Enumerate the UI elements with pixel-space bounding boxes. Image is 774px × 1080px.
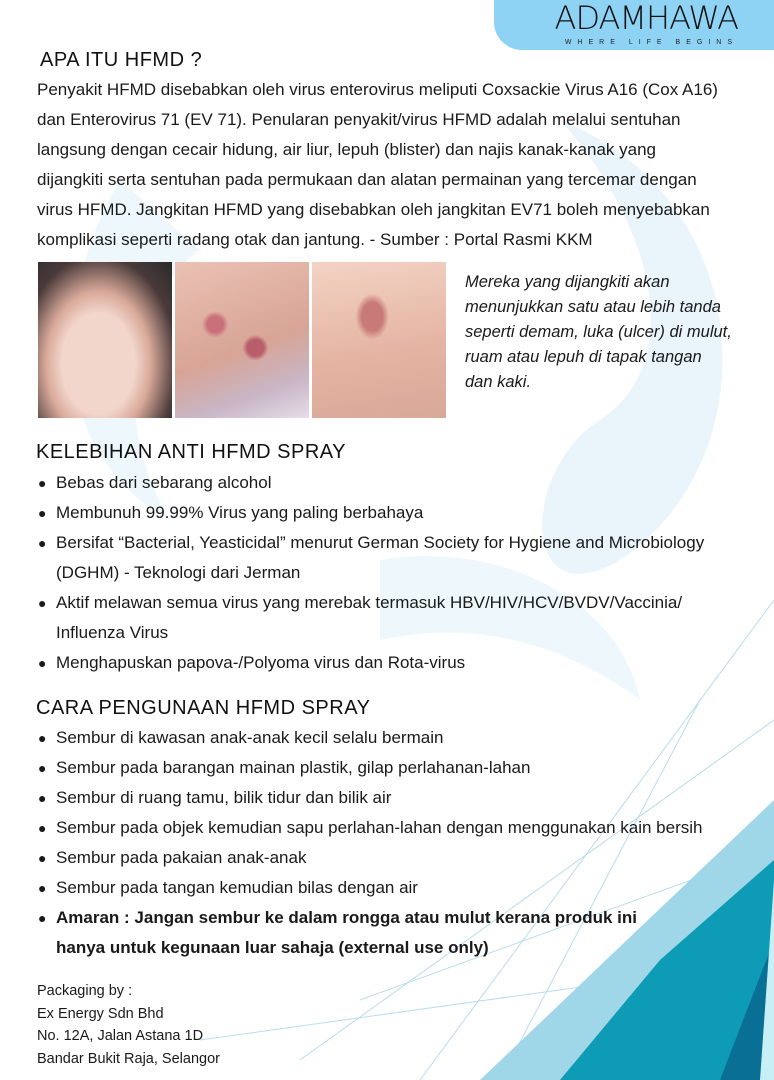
photo-skin-rash (175, 262, 309, 418)
bullet-icon: ● (38, 850, 47, 866)
usage-list (38, 723, 702, 963)
bullet-icon: ● (38, 535, 47, 551)
list-item-text: Menghapuskan papova-/Polyoma virus dan Rota-virus (56, 653, 466, 672)
bullet-icon: ● (38, 655, 47, 671)
text-line: virus HFMD. Jangkitan HFMD yang disebabkan oleh jangkitan EV71 boleh menyebabkan (37, 200, 710, 219)
section-title-what-is-hfmd: APA ITU HFMD ? (40, 49, 203, 71)
list-item (38, 753, 702, 783)
section-title-benefits: KELEBIHAN ANTI HFMD SPRAY (36, 441, 346, 463)
list-item-text: Sembur pada tangan kemudian bilas dengan air (56, 878, 418, 897)
text-line: Mereka yang dijangkiti akan (465, 273, 670, 291)
photo-mouth-ulcer (312, 262, 446, 418)
packaging-label: Packaging by : (37, 983, 133, 999)
benefits-list (38, 468, 704, 678)
list-item (38, 783, 702, 813)
text-line: langsung dengan cecair hidung, air liur, lepuh (blister) dan najis kanak-kanak yang (37, 140, 656, 159)
list-item (38, 648, 704, 678)
text-line: menunjukkan satu atau lebih tanda (465, 298, 721, 316)
bullet-icon: ● (38, 730, 47, 746)
list-item-text: Membunuh 99.99% Virus yang paling berbahaya (56, 503, 424, 522)
list-item (38, 723, 702, 753)
bullet-icon: ● (38, 790, 47, 806)
list-item-text: Sembur di ruang tamu, bilik tidur dan bilik air (56, 788, 392, 807)
list-item (38, 873, 702, 903)
list-item (38, 498, 704, 528)
text-line: ruam atau lepuh di tapak tangan (465, 348, 702, 366)
list-item (38, 528, 704, 588)
bullet-icon: ● (38, 880, 47, 896)
bullet-icon: ● (38, 910, 47, 926)
text-line: Penyakit HFMD disebabkan oleh virus enterovirus meliputi Coxsackie Virus A16 (Cox A16) (37, 80, 718, 99)
bullet-icon: ● (38, 595, 47, 611)
brand-tagline: WHERE LIFE BEGINS (564, 39, 738, 46)
list-item-text: Influenza Virus (56, 623, 169, 642)
list-item-text: Bersifat “Bacterial, Yeasticidal” menurut German Society for Hygiene and Microbiology (56, 533, 705, 552)
text-line: dan kaki. (465, 373, 532, 391)
list-item-text: Bebas dari sebarang alcohol (56, 473, 272, 492)
list-item (38, 903, 702, 963)
company-name: Ex Energy Sdn Bhd (37, 1005, 164, 1022)
list-item-text: hanya untuk kegunaan luar sahaja (external use only) (56, 938, 489, 957)
packaging-info (37, 980, 220, 1070)
photo-foot-rash (38, 262, 172, 418)
list-item (38, 588, 704, 648)
bullet-icon: ● (38, 760, 47, 776)
text-line: komplikasi seperti radang otak dan jantung. - Sumber : Portal Rasmi KKM (37, 230, 593, 249)
address-line: Bandar Bukit Raja, Selangor (37, 1050, 220, 1067)
list-item (38, 813, 702, 843)
symptom-photos (38, 262, 446, 418)
symptoms-caption (465, 270, 732, 395)
section-title-usage: CARA PENGUNAAN HFMD SPRAY (36, 697, 371, 719)
text-line: seperti demam, luka (ulcer) di mulut, (465, 323, 732, 341)
brand-logo (494, 0, 774, 50)
text-line: dijangkiti serta sentuhan pada permukaan dan alatan permainan yang tercemar dengan (37, 170, 697, 189)
list-item (38, 468, 704, 498)
bullet-icon: ● (38, 475, 47, 491)
list-item-text: Sembur pada pakaian anak-anak (56, 848, 307, 867)
list-item-text: Sembur pada objek kemudian sapu perlahan-lahan dengan menggunakan kain bersih (56, 818, 703, 837)
list-item-text: Amaran : Jangan sembur ke dalam rongga atau mulut kerana produk ini (56, 908, 637, 927)
bullet-icon: ● (38, 505, 47, 521)
list-item-text: Sembur di kawasan anak-anak kecil selalu bermain (56, 728, 444, 747)
brand-name: ADAMHAWA (554, 0, 738, 37)
list-item-text: Sembur pada barangan mainan plastik, gilap perlahanan-lahan (56, 758, 531, 777)
list-item-text: (DGHM) - Teknologi dari Jerman (56, 563, 301, 582)
bullet-icon: ● (38, 820, 47, 836)
list-item (38, 843, 702, 873)
hfmd-description (37, 75, 718, 255)
text-line: dan Enterovirus 71 (EV 71). Penularan penyakit/virus HFMD adalah melalui sentuhan (37, 110, 681, 129)
list-item-text: Aktif melawan semua virus yang merebak termasuk HBV/HIV/HCV/BVDV/Vaccinia/ (56, 593, 683, 612)
address-line: No. 12A, Jalan Astana 1D (37, 1028, 204, 1044)
